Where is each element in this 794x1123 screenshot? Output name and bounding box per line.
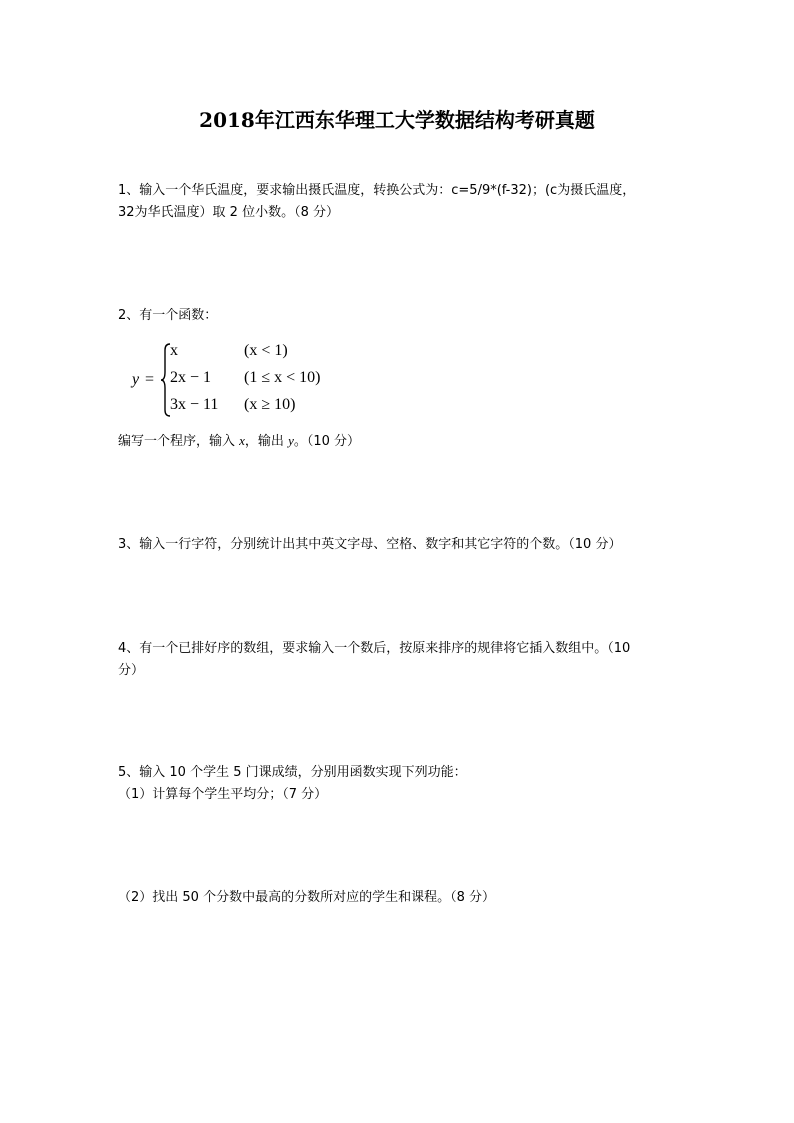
function-equals: =	[145, 371, 155, 388]
question-5	[118, 762, 678, 806]
question-4-line-1: 4、有一个已排好序的数组，要求输入一个数后，按原来排序的规律将它插入数组中。（10	[118, 641, 631, 656]
function-lhs: y	[132, 371, 140, 388]
question-3: 3、输入一行字符，分别统计出其中英文字母、空格、数字和其它字符的个数。（10 分）	[118, 537, 622, 552]
question-1	[118, 180, 678, 224]
question-2-var-x: x	[239, 433, 245, 448]
question-2-task-part-b: ，输出	[244, 434, 289, 449]
question-1-line-2: 32为华氏温度）取 2 位小数。（8 分）	[118, 205, 339, 220]
case-2-expression: 2x − 1	[170, 369, 212, 386]
question-2-heading: 2、有一个函数：	[118, 308, 218, 323]
question-4-line-2: 分）	[118, 663, 145, 678]
page-title: 2018年江西东华理工大学数据结构考研真题	[199, 108, 595, 132]
question-5-sub-1: （1）计算每个学生平均分；（7 分）	[118, 787, 328, 802]
question-5-sub-2: （2）找出 50 个分数中最高的分数所对应的学生和课程。（8 分）	[118, 890, 495, 905]
question-2-task-part-a: 编写一个程序，输入	[118, 434, 240, 449]
question-2-task	[118, 430, 678, 453]
case-1-condition: (x < 1)	[244, 342, 288, 359]
question-5-line-1: 5、输入 10 个学生 5 门课成绩，分别用函数实现下列功能：	[118, 765, 467, 780]
question-1-line-1: 1、输入一个华氏温度，要求输出摄氏温度，转换公式为：c=5/9*(f-32)；(c为摄氏温度，	[118, 183, 636, 198]
question-2-task-part-c: 。（10 分）	[293, 434, 361, 449]
case-3-condition: (x ≥ 10)	[244, 396, 296, 413]
piecewise-function	[132, 340, 392, 420]
case-1-expression: x	[170, 342, 178, 359]
question-2-var-y: y	[288, 433, 294, 448]
case-3-expression: 3x − 11	[170, 396, 219, 413]
case-2-condition: (1 ≤ x < 10)	[244, 369, 321, 386]
question-4	[118, 638, 678, 682]
